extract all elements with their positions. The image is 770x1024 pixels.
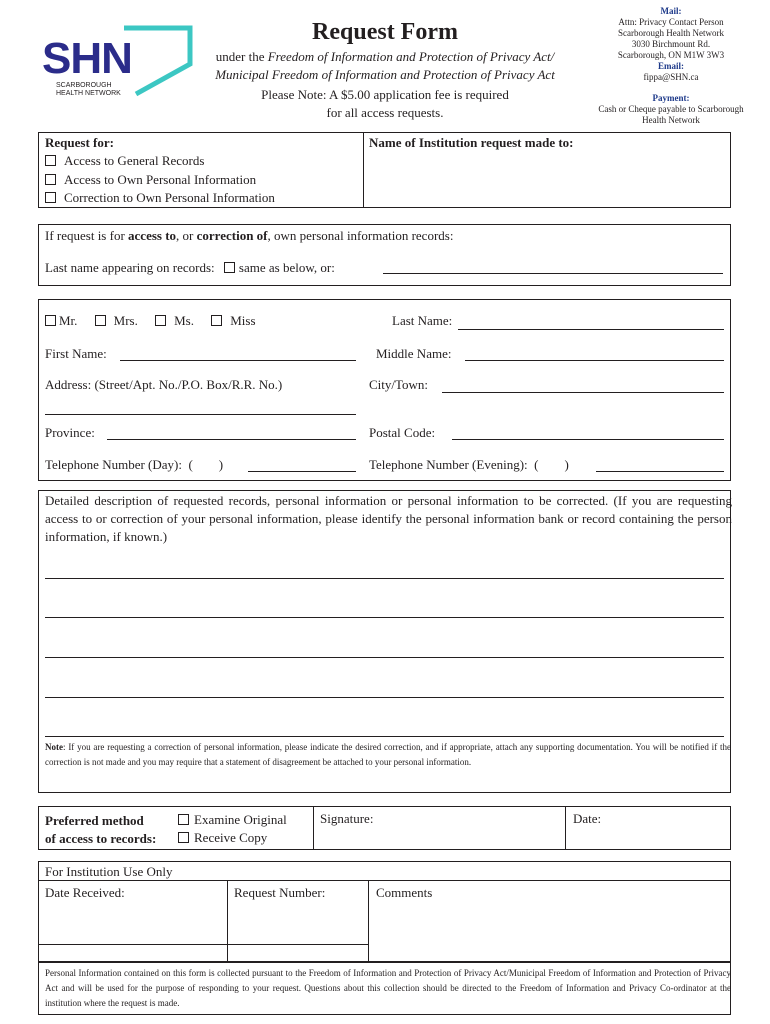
preferred-method-line-1: Preferred method [45,813,144,828]
checkbox-mrs[interactable] [95,315,106,326]
preferred-method-label [45,812,156,848]
title-mr-label: Mr. [59,313,78,328]
checkbox-ms[interactable] [155,315,166,326]
description-line-1[interactable] [45,562,724,579]
checkbox-miss[interactable] [211,315,222,326]
title-mrs-label: Mrs. [113,313,138,328]
option-label: Correction to Own Personal Information [64,190,275,205]
request-number-label: Request Number: [234,885,326,900]
same-as-below-label: same as below, or: [238,260,335,275]
own-records-intro [45,228,453,244]
address-field[interactable] [45,398,356,415]
last-name-field[interactable] [458,313,724,330]
last-name-records-field[interactable] [383,257,723,274]
logo-subtext-1: SCARBOROUGH [56,82,112,89]
comments-label: Comments [376,885,433,900]
title-mr[interactable] [45,313,77,328]
option-examine-original[interactable] [178,812,287,828]
description-text: Detailed description of requested records, personal information or personal information to be corrected. (If you are requesting access to or correction of your personal information, please identify the personal information bank or record containing the person information, if known.) [45,493,732,544]
option-correction[interactable] [45,190,275,206]
intro-suffix: , own personal information records: [267,228,454,243]
date-label: Date: [573,811,602,826]
institution-divider-2 [368,880,369,962]
province-field[interactable] [107,423,356,440]
payment-line-2: Health Network [642,115,700,125]
examine-original-label: Examine Original [194,812,287,827]
city-field[interactable] [442,376,724,393]
date-received-label: Date Received: [45,885,125,900]
title-ms-label: Ms. [174,313,194,328]
institution-use-heading: For Institution Use Only [45,864,173,879]
method-divider-2 [565,806,566,850]
intro-mid: , or [176,228,197,243]
mail-info [586,6,756,126]
mail-line-3: 3030 Birchmount Rd. [631,39,711,49]
header-block [195,18,575,122]
shn-logo [40,24,200,104]
first-name-field[interactable] [120,344,356,361]
logo-text: SHN [42,34,132,83]
title-miss-label: Miss [230,313,256,328]
preferred-method-line-2: of access to records: [45,831,157,846]
fee-note-1: Please Note: A $5.00 application fee is required [261,87,509,102]
logo-subtext-2: HEALTH NETWORK [56,90,121,97]
title-options [45,313,256,329]
description-line-5[interactable] [45,720,724,737]
description-line-3[interactable] [45,641,724,658]
intro-bold-2: correction of [196,228,268,243]
institution-use-heading-rule [38,880,731,881]
phone-day-field[interactable] [248,455,356,472]
option-general-records[interactable] [45,153,204,169]
option-label: Access to Own Personal Information [64,172,257,187]
note-label: Note [45,742,63,752]
checkbox-receive-copy[interactable] [178,832,189,843]
last-name-label: Last Name: [392,313,453,328]
signature-field[interactable] [395,810,560,848]
institution-name-field[interactable] [366,152,728,206]
postal-code-field[interactable] [452,423,724,440]
last-name-records-text: Last name appearing on records: [45,260,215,275]
mail-line-2: Scarborough Health Network [618,28,724,38]
subtitle-act-1: Freedom of Information and Protection of Privacy Act/ [267,49,555,64]
note-text: : If you are requesting a correction of personal information, please indicate the desired correction, and if appropriate, attach any supporting documentation. You will be notified if the correction is not made and you may require that a statement of disagreement be attached to your personal information. [45,742,731,767]
phone-evening-field[interactable] [596,455,724,472]
option-own-info[interactable] [45,172,256,188]
checkbox-general-records[interactable] [45,155,56,166]
correction-note [45,740,731,770]
email-heading: Email: [658,61,684,71]
intro-bold-1: access to [128,228,177,243]
privacy-footer-text: Personal Information contained on this form is collected pursuant to the Freedom of Information and Protection of Privacy Act/Municipal Freedom of Information and Protection of Privacy Act and will be used for the purpose of responding to your request. Questions about this collection should be directed to the Freedom of Information and Privacy Co-ordinator at the institution where the request is made. [45,968,731,1008]
checkbox-own-info[interactable] [45,174,56,185]
city-label: City/Town: [369,377,429,392]
title-miss[interactable] [211,313,255,328]
checkbox-same-as-below[interactable] [224,262,235,273]
payment-line-1: Cash or Cheque payable to Scarborough [598,104,744,114]
phone-day-label: Telephone Number (Day): ( ) [45,457,224,472]
postal-code-label: Postal Code: [369,425,436,440]
subtitle-act-2: Municipal Freedom of Information and Protection of Privacy Act [215,67,555,82]
date-field[interactable] [610,810,726,848]
fee-note-2: for all access requests. [326,105,444,120]
province-label: Province: [45,425,95,440]
subtitle-prefix: under the [215,49,268,64]
checkbox-examine-original[interactable] [178,814,189,825]
description-line-2[interactable] [45,601,724,618]
request-for-divider [363,132,364,208]
title-ms[interactable] [155,313,194,328]
last-name-records-label [45,260,335,276]
email-address[interactable]: fippa@SHN.ca [643,72,699,82]
description-line-4[interactable] [45,681,724,698]
mail-line-1: Attn: Privacy Contact Person [618,17,724,27]
institution-bottom-rule [38,944,368,945]
checkbox-correction[interactable] [45,192,56,203]
mail-line-4: Scarborough, ON M1W 3W3 [617,50,725,60]
request-for-heading: Request for: [45,135,114,150]
option-label: Access to General Records [64,153,205,168]
subtitle-line-1 [195,48,575,66]
first-name-label: First Name: [45,346,107,361]
address-label: Address: (Street/Apt. No./P.O. Box/R.R. No.) [45,377,283,392]
receive-copy-label: Receive Copy [194,830,268,845]
payment-heading: Payment: [652,93,690,103]
intro-prefix: If request is for [45,228,129,243]
option-receive-copy[interactable] [178,830,267,846]
middle-name-field[interactable] [465,344,724,361]
middle-name-label: Middle Name: [376,346,452,361]
checkbox-mr[interactable] [45,315,56,326]
page-title: Request Form [312,19,458,45]
mail-heading: Mail: [660,6,682,16]
method-divider-1 [313,806,314,850]
title-mrs[interactable] [95,313,138,328]
signature-label: Signature: [320,811,374,826]
phone-evening-label: Telephone Number (Evening): ( ) [369,457,569,472]
institution-divider-1 [227,880,228,962]
institution-name-label: Name of Institution request made to: [369,135,574,150]
